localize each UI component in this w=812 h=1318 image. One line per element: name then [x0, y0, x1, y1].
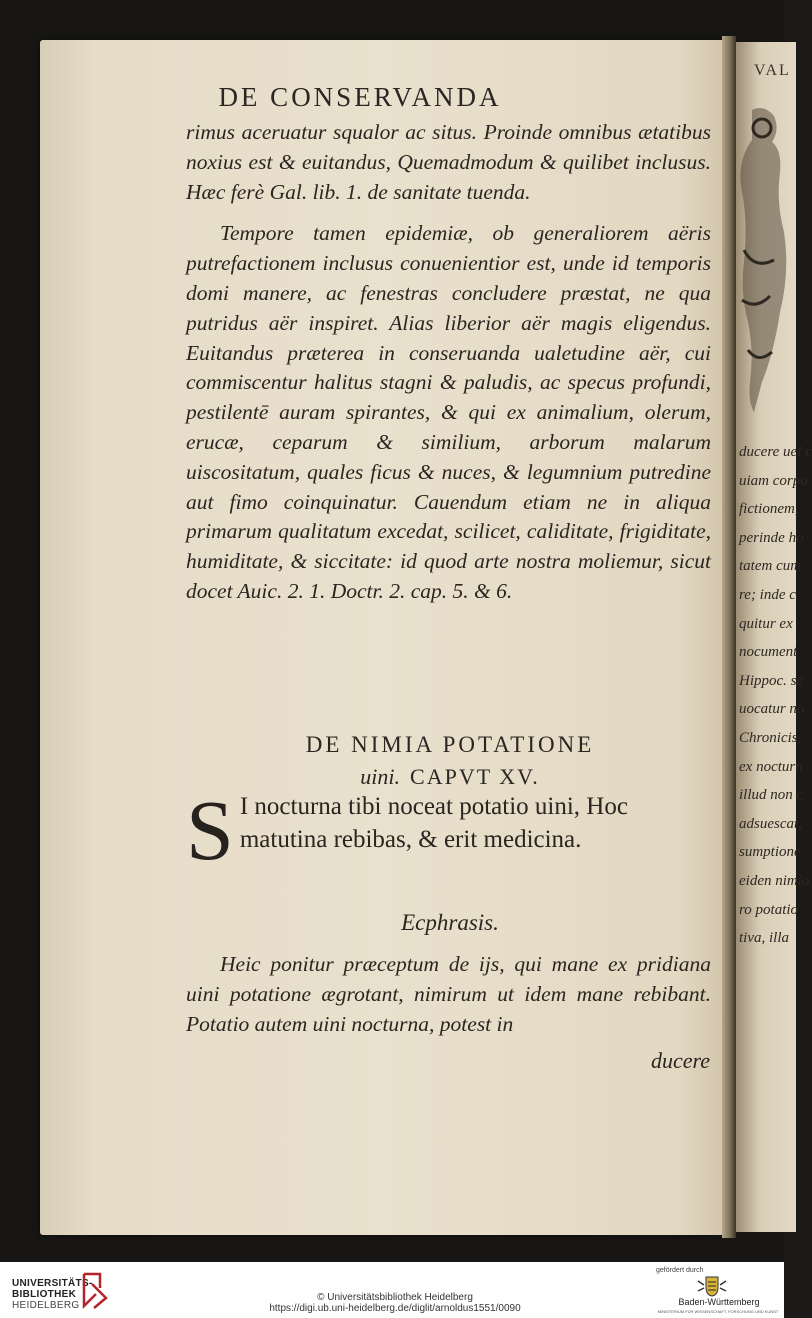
text-block-top: [186, 118, 711, 607]
woodcut-figure-icon: [734, 100, 784, 420]
library-logo[interactable]: UNIVERSITÄTS- BIBLIOTHEK HEIDELBERG: [12, 1278, 93, 1311]
state-coat-of-arms-icon: [694, 1275, 730, 1297]
chapter-title: DE NIMIA POTATIONE: [305, 732, 595, 757]
copyright-text: © Universitätsbibliothek Heidelberg: [317, 1292, 473, 1303]
chapter-title-word: uini.: [360, 764, 401, 789]
text-block-bottom: [186, 950, 711, 1039]
copyright-block: [230, 1292, 560, 1314]
library-mark-icon: [80, 1270, 108, 1310]
chapter-heading: [190, 732, 710, 790]
sponsor-ministry: MINISTERIUM FÜR WISSENSCHAFT, FORSCHUNG UND KUNST: [657, 1309, 779, 1314]
chapter-number: CAPVT XV.: [410, 764, 540, 789]
verse-text: I nocturna tibi noceat potatio uini, Hoc matutina rebibas, & erit medicina.: [239, 793, 628, 853]
facing-page-text: ducere uel c uiam corpo fictionem, perinde ho tatem cum re; inde c quitur ex nocument Hippoc. se uocatur no Chronicis, ex nocturn illud non c adsuescat, sumptione eiden nimio ro potatio tiva, illa: [739, 444, 812, 947]
section-title: Ecphrasis.: [401, 910, 499, 935]
paragraph-epidemic: Tempore tamen epidemiæ, ob generaliorem aëris putrefactionem inclusus conuenientior est, unde id temporis domi manere, ac fenestras concludere præstat, ne qua putridus aër inspiret. Alias liberior aër magis eligendus. Euitandus præterea in conseruanda ualetudine aër, cui commiscentur halitus stagni & paludis, ac specus profundi, pestilentē auram spirantes, & qui ex animalium, olerum, erucæ, ceparum & similium, arborum malarum uiscositatum, quales ficus & nuces, & legumnium putredine aut fimo coinquinatur. Cauendum etiam ne in aliqua primarum qualitatum excedat, scilicet, caliditate, frigiditate, humiditate, & siccitate: id quod arte nostra moliemur, sicut docet Auic. 2. 1. Doctr. 2. cap. 5. & 6.: [186, 221, 711, 603]
permalink-url[interactable]: https://digi.ub.uni-heidelberg.de/diglit/arnoldus1551/0090: [269, 1303, 521, 1314]
footer-bar: [0, 1262, 784, 1318]
drop-cap: S: [186, 782, 234, 878]
facing-page-head: VAL: [754, 62, 791, 79]
sponsor-label: gefördert durch: [656, 1267, 704, 1274]
paragraph-continuation: rimus aceruatur squalor ac situs. Proinde omnibus ætatibus noxius est & euitandus, Quemadmodum & quilibet inclusus. Hæc ferè Gal. lib. 1. de sanitate tuenda.: [186, 120, 711, 204]
sponsor-name: Baden-Württemberg: [678, 1297, 760, 1307]
catchword: ducere: [650, 1048, 710, 1073]
running-head: DE CONSERVANDA: [218, 82, 502, 112]
verse-block: [186, 782, 714, 878]
paragraph-ecphrasis: Heic ponitur præceptum de ijs, qui mane ex pridiana uini potatione ægrotant, nimirum ut idem mane rebibant. Potatio autem uini nocturna, potest in: [186, 952, 711, 1036]
